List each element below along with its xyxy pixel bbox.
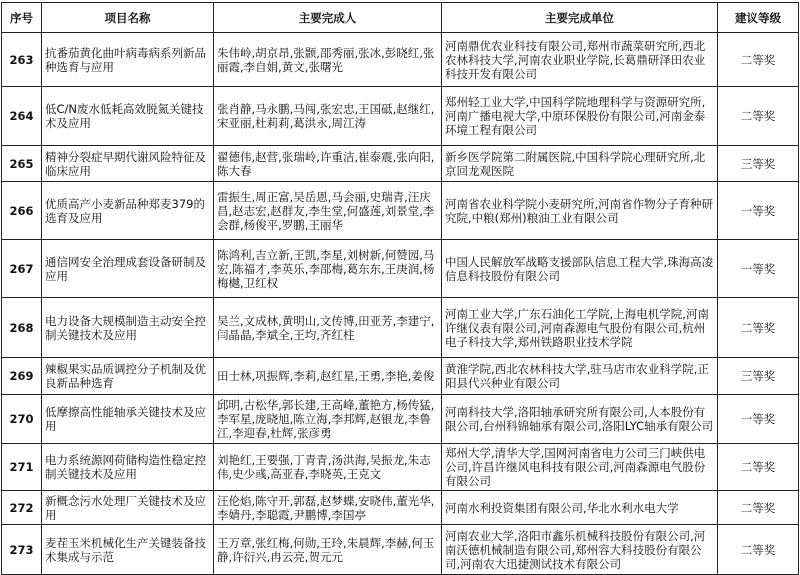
cell-main-units: 河南科技大学,洛阳轴承研究所有限公司,人本股份有限公司,台州科锦轴承有限公司,洛阳LYC轴承有限公司 <box>442 395 718 444</box>
cell-main-people: 陈鸿利,吉立新,王凯,李星,刘树新,何赞园,马宏,陈福才,李英乐,李邵梅,葛东东,王庚润,杨梅樾,卫红权 <box>214 240 442 298</box>
table-row <box>2 298 799 358</box>
table-row <box>2 146 799 182</box>
cell-main-units: 河南农业大学,洛阳市鑫乐机械科技股份有限公司,河南沃德机械制造有限公司,郑州容大科技股份有限公司,河南农大迅捷测试技术有限公司 <box>442 525 718 575</box>
cell-project-name: 电力设备大规模制造主动安全控制关键技术及应用 <box>42 298 214 358</box>
table-row <box>2 240 799 298</box>
table-body <box>2 33 799 575</box>
cell-project-name: 通信网安全治理成套设备研制及应用 <box>42 240 214 298</box>
cell-main-people: 翟德伟,赵营,张瑞岭,许重洁,崔泰震,张向阳,陈大春 <box>214 146 442 182</box>
cell-main-units: 郑州轻工业大学,中国科学院地理科学与资源研究所,河南广播电视大学,中原环保股份有限公司,河南金泰环境工程有限公司 <box>442 87 718 146</box>
header-award-level: 建议等级 <box>718 3 799 33</box>
cell-main-people: 张肖静,马永鹏,马闯,张宏忠,王国砥,赵继红,宋亚丽,杜莉莉,葛洪永,周江涛 <box>214 87 442 146</box>
table-row <box>2 444 799 491</box>
cell-award-level: 二等奖 <box>718 444 799 491</box>
cell-main-people: 田士林,巩振辉,李莉,赵红星,王勇,李艳,姜俊 <box>214 358 442 395</box>
cell-award-level: 二等奖 <box>718 491 799 525</box>
cell-award-level: 二等奖 <box>718 525 799 575</box>
cell-main-people: 汪伦焰,陈守开,郭磊,赵梦蝶,安晓伟,董光华,李婧丹,李聪霞,尹鹏博,李国亭 <box>214 491 442 525</box>
header-main-people: 主要完成人 <box>214 3 442 33</box>
table-row <box>2 395 799 444</box>
cell-no: 271 <box>2 444 42 491</box>
cell-main-units: 河南省农业科学院小麦研究所,河南省作物分子育种研究院,中粮(郑州)粮油工业有限公司 <box>442 182 718 240</box>
cell-no: 263 <box>2 33 42 87</box>
cell-no: 273 <box>2 525 42 575</box>
cell-no: 267 <box>2 240 42 298</box>
table-row <box>2 358 799 395</box>
table-row <box>2 525 799 575</box>
cell-no: 268 <box>2 298 42 358</box>
cell-award-level: 二等奖 <box>718 33 799 87</box>
cell-award-level: 一等奖 <box>718 395 799 444</box>
cell-main-people: 邱明,古松华,郭长建,王高峰,董艳方,杨传猛,李军星,庞晓旭,陈立海,李邦辉,赵银龙,李鲁江,李迎春,杜辉,张彦勇 <box>214 395 442 444</box>
table-row <box>2 87 799 146</box>
cell-award-level: 二等奖 <box>718 298 799 358</box>
table-row <box>2 182 799 240</box>
cell-main-people: 王万章,张红梅,何勋,王玲,朱晨辉,李赫,何玉静,许衍兴,冉云亮,贺元元 <box>214 525 442 575</box>
cell-project-name: 电力系统源网荷储构造性稳定控制关键技术及应用 <box>42 444 214 491</box>
awards-table <box>1 2 799 575</box>
cell-project-name: 辣椒果实品质调控分子机制及优良新品种选育 <box>42 358 214 395</box>
header-row <box>2 3 799 33</box>
cell-award-level: 一等奖 <box>718 240 799 298</box>
cell-award-level: 一等奖 <box>718 182 799 240</box>
cell-award-level: 二等奖 <box>718 87 799 146</box>
cell-no: 264 <box>2 87 42 146</box>
cell-main-people: 吴兰,文成林,黄明山,文传博,田亚芳,李建宁,闫晶晶,李斌全,王均,齐红柱 <box>214 298 442 358</box>
cell-main-units: 新乡医学院第二附属医院,中国科学院心理研究所,北京回龙观医院 <box>442 146 718 182</box>
cell-main-units: 中国人民解放军战略支援部队信息工程大学,珠海高凌信息科技股份有限公司 <box>442 240 718 298</box>
cell-main-people: 刘艳红,王要强,丁青青,汤洪海,吴振龙,朱志伟,史少彧,高亚春,李晓英,王克文 <box>214 444 442 491</box>
cell-no: 270 <box>2 395 42 444</box>
header-no: 序号 <box>2 3 42 33</box>
cell-main-units: 黄淮学院,西北农林科技大学,驻马店市农业科学院,正阳县代兴种业有限公司 <box>442 358 718 395</box>
header-project-name: 项目名称 <box>42 3 214 33</box>
cell-main-units: 河南鼎优农业科技有限公司,郑州市蔬菜研究所,西北农林科技大学,河南农业职业学院,长葛鼎研泽田农业科技开发有限公司 <box>442 33 718 87</box>
cell-project-name: 优质高产小麦新品种郑麦379的选育及应用 <box>42 182 214 240</box>
cell-no: 269 <box>2 358 42 395</box>
table-row <box>2 491 799 525</box>
cell-award-level: 三等奖 <box>718 358 799 395</box>
header-main-units: 主要完成单位 <box>442 3 718 33</box>
cell-project-name: 低摩擦高性能轴承关键技术及应用 <box>42 395 214 444</box>
cell-project-name: 新概念污水处理厂关键技术及应用 <box>42 491 214 525</box>
cell-main-units: 郑州大学,清华大学,国网河南省电力公司三门峡供电公司,许昌许继风电科技有限公司,河南森源电气股份有限公司 <box>442 444 718 491</box>
cell-project-name: 麦茬玉米机械化生产关键装备技术集成与示范 <box>42 525 214 575</box>
table-row <box>2 33 799 87</box>
cell-main-units: 河南工业大学,广东石油化工学院,上海电机学院,河南许继仪表有限公司,河南森源电气股份有限公司,杭州电子科技大学,郑州铁路职业技术学院 <box>442 298 718 358</box>
cell-project-name: 抗番茄黄化曲叶病毒病系列新品种选育与应用 <box>42 33 214 87</box>
cell-project-name: 低C/N废水低耗高效脱氮关键技术及应用 <box>42 87 214 146</box>
cell-no: 265 <box>2 146 42 182</box>
cell-no: 266 <box>2 182 42 240</box>
cell-no: 272 <box>2 491 42 525</box>
cell-project-name: 精神分裂症早期代谢风险特征及临床应用 <box>42 146 214 182</box>
cell-main-people: 朱伟岭,胡京昂,张颢,邵秀丽,张冰,彭晓红,张丽霞,李自娟,黄文,张曙光 <box>214 33 442 87</box>
table-header <box>2 3 799 33</box>
cell-main-units: 河南水利投资集团有限公司,华北水利水电大学 <box>442 491 718 525</box>
cell-main-people: 雷振生,周正富,吴岳恩,马会丽,史瑞青,汪庆昌,赵志宏,赵群友,李生堂,何盛莲,刘景堂,李会群,杨俊平,罗鹏,王丽华 <box>214 182 442 240</box>
cell-award-level: 三等奖 <box>718 146 799 182</box>
